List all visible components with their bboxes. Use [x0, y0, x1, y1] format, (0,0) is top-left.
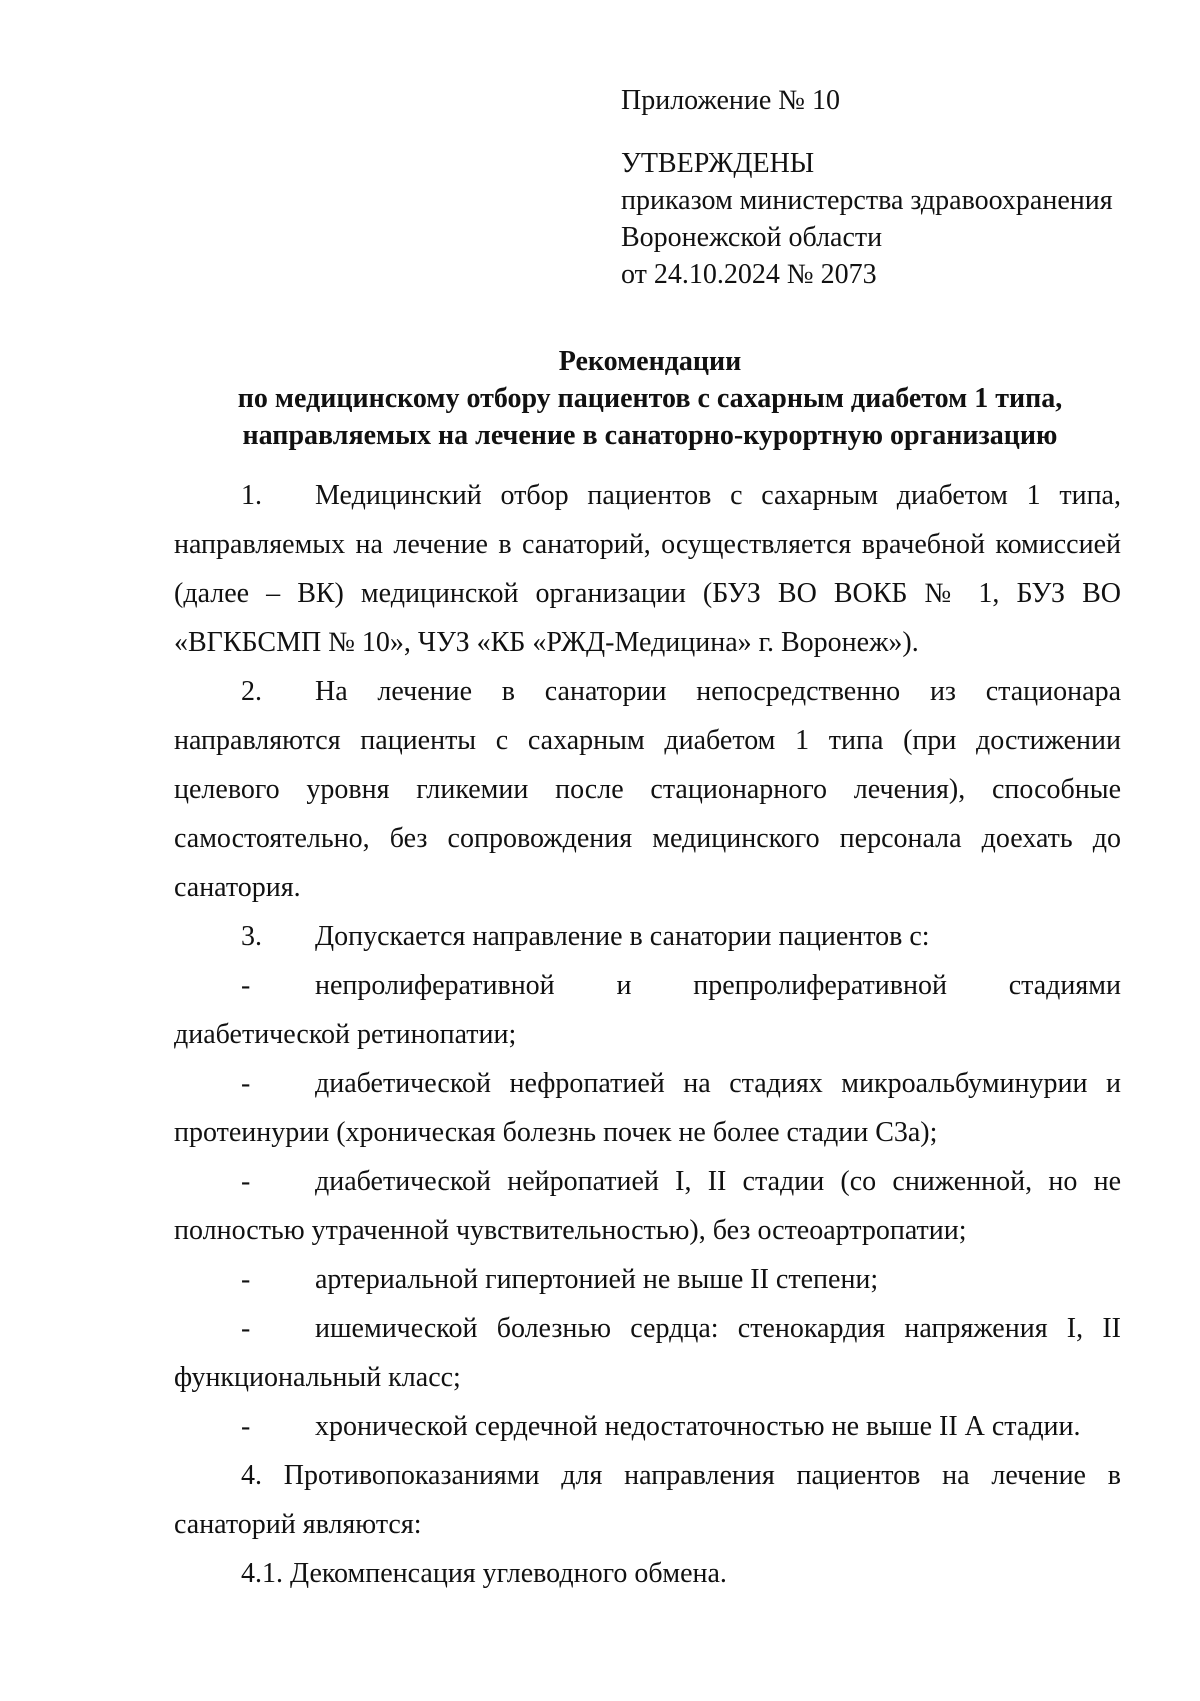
order-line-2: Воронежской области — [621, 222, 883, 253]
paragraph-number: 1. — [241, 480, 262, 511]
document-body — [174, 471, 1121, 1598]
bullet-dash: - — [241, 1313, 251, 1344]
paragraph-3 — [174, 912, 1121, 961]
appendix-number: Приложение № 10 — [621, 85, 840, 116]
bullet-text: диабетической нефропатией на стадиях микроальбуминурии и протеинурии (хроническая болезнь почек не более стадии С3а); — [174, 1068, 1121, 1148]
title-line-2: по медицинскому отбору пациентов с сахарным диабетом 1 типа, — [237, 383, 1063, 414]
bullet-item — [174, 961, 1121, 1059]
bullet-item — [174, 1304, 1121, 1402]
document-title — [150, 343, 1150, 454]
bullet-text: хронической сердечной недостаточностью не выше II А стадии. — [315, 1411, 1081, 1442]
paragraph-4-1 — [174, 1549, 1121, 1598]
bullet-text: ишемической болезнью сердца: стенокардия напряжения I, II функциональный класс; — [174, 1313, 1121, 1393]
bullet-item — [174, 1157, 1121, 1255]
bullet-dash: - — [241, 1264, 251, 1295]
paragraph-text: Медицинский отбор пациентов с сахарным диабетом 1 типа, направляемых на лечение в санаторий, осуществляется врачебной комиссией (далее – ВК) медицинской организации (БУЗ ВО ВОКБ № 1, БУЗ ВО «ВГКБСМП № 10», ЧУЗ «КБ «РЖД-Медицина» г. Воронеж»). — [174, 480, 1121, 658]
bullet-item — [174, 1255, 1121, 1304]
title-line-3: направляемых на лечение в санаторно-курортную организацию — [242, 420, 1058, 451]
approval-block — [621, 82, 1113, 293]
order-line-1: приказом министерства здравоохранения — [621, 185, 1113, 216]
paragraph-1 — [174, 471, 1121, 667]
paragraph-4 — [174, 1451, 1121, 1549]
bullet-text: непролиферативной и препролиферативной стадиями диабетической ретинопатии; — [174, 970, 1121, 1050]
bullet-item — [174, 1402, 1121, 1451]
bullet-item — [174, 1059, 1121, 1157]
paragraph-2 — [174, 667, 1121, 912]
bullet-dash: - — [241, 1068, 251, 1099]
bullet-dash: - — [241, 1411, 251, 1442]
paragraph-text: 4.1. Декомпенсация углеводного обмена. — [241, 1558, 727, 1589]
paragraph-number: 2. — [241, 676, 262, 707]
approved-label: УТВЕРЖДЕНЫ — [621, 148, 815, 179]
paragraph-text: Допускается направление в санатории пациентов с: — [315, 921, 930, 952]
bullet-dash: - — [241, 1166, 251, 1197]
order-line-3: от 24.10.2024 № 2073 — [621, 259, 877, 290]
paragraph-number: 3. — [241, 921, 262, 952]
bullet-dash: - — [241, 970, 251, 1001]
bullet-text: диабетической нейропатией I, II стадии (со сниженной, но не полностью утраченной чувствительностью), без остеоартропатии; — [174, 1166, 1121, 1246]
paragraph-text: 4. Противопоказаниями для направления пациентов на лечение в санаторий являются: — [174, 1460, 1121, 1540]
title-line-1: Рекомендации — [558, 346, 742, 377]
bullet-text: артериальной гипертонией не выше II степени; — [315, 1264, 879, 1295]
paragraph-text: На лечение в санатории непосредственно из стационара направляются пациенты с сахарным диабетом 1 типа (при достижении целевого уровня гликемии после стационарного лечения), способные самостоятельно, без сопровождения медицинского персонала доехать до санатория. — [174, 676, 1121, 903]
